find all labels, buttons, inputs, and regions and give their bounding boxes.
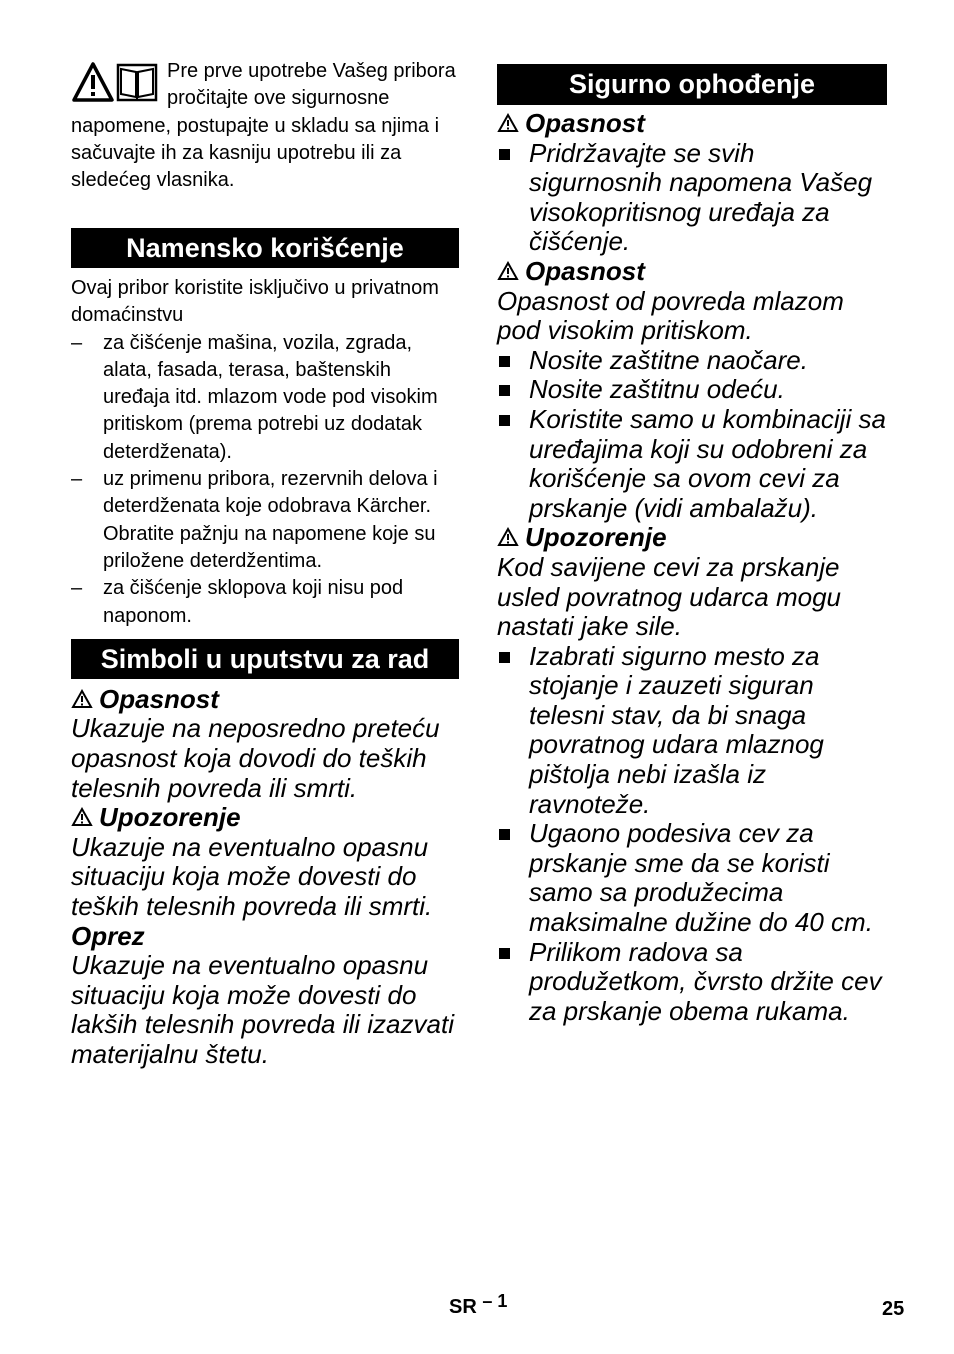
footer-section-code (449, 1291, 508, 1319)
danger-description: Ukazuje na neposredno preteću opasnost koja dovodi do teških telesnih povreda ili smrti. (71, 713, 440, 803)
warning-triangle-icon (74, 64, 112, 100)
warning-triangle-icon (71, 689, 93, 709)
list-item: Izabrati sigurno mesto za stojanje i zauzeti siguran telesni stav, da bi snaga povratnog udara mlaznog pištolja nebi izašla iz ravnoteže. (497, 642, 887, 820)
danger-label: Opasnost (71, 685, 459, 715)
warning-triangle-icon (71, 807, 93, 827)
warning-triangle-icon (497, 113, 519, 133)
warning-list (497, 642, 887, 1027)
list-item: Nosite zaštitne naočare. (497, 346, 887, 376)
footer-lang-code: SR (449, 1296, 477, 1318)
list-item: Nosite zaštitnu odeću. (497, 375, 887, 405)
bullet-square-icon (499, 415, 510, 426)
intended-use-list (71, 330, 459, 630)
danger1-list (497, 139, 887, 257)
danger2-description: Opasnost od povreda mlazom pod visokim pritiskom. (497, 285, 844, 346)
bullet-square-icon (499, 652, 510, 663)
warning-description: Ukazuje na eventualno opasnu situaciju koja može dovesti do teških telesnih povreda ili smrti. (71, 831, 433, 922)
list-item: Koristite samo u kombinaciji sa uređajima koji su odobreni za korišćenje sa ovom cevi za prskanje (vidi ambalažu). (497, 405, 887, 523)
bullet-square-icon (499, 149, 510, 160)
bullet-square-icon (499, 948, 510, 959)
footer-section-number: – 1 (482, 1291, 508, 1311)
dash-marker: – (71, 468, 83, 491)
right-column (497, 64, 887, 1026)
manual-book-icon (118, 65, 156, 100)
caution-description: Ukazuje na eventualno opasnu situaciju koja može dovesti do lakših telesnih povreda ili izazvati materijalnu štetu. (71, 950, 454, 1069)
dash-marker: – (71, 331, 83, 354)
list-item: – uz primenu pribora, rezervnih delova i deterdženata koje odobrava Kärcher. Obratite pažnju na napomene koje su priložene deterdžentima. (71, 468, 438, 572)
warning-triangle-icon (497, 527, 519, 547)
section-heading-safe-handling: Sigurno ophođenje (497, 64, 887, 105)
warning-label: Upozorenje (71, 803, 459, 833)
list-item: Pridržavajte se svih sigurnosnih napomena Vašeg visokopritisnog uređaja za čišćenje. (497, 139, 887, 257)
intended-use-text: Ovaj pribor koristite isključivo u privatnom domaćinstvu (71, 277, 439, 327)
section-heading-symbols: Simboli u uputstvu za rad (71, 639, 459, 679)
page-number: 25 (882, 1298, 905, 1320)
list-item: – za čišćenje mašina, vozila, zgrada, alata, fasada, terasa, baštenskih uređaja itd. mlazom vode pod visokim pritiskom (prema potrebi uz dodatak deterdženata). (71, 331, 438, 463)
intro-notice (71, 58, 459, 228)
list-item: – za čišćenje sklopova koji nisu pod naponom. (71, 577, 404, 627)
dash-marker: – (71, 577, 83, 600)
bullet-square-icon (499, 385, 510, 396)
section-heading-intended-use: Namensko korišćenje (71, 228, 459, 268)
danger-label: Opasnost (497, 109, 887, 139)
caution-label: Oprez (71, 920, 145, 951)
list-item: Ugaono podesiva cev za prskanje sme da se koristi samo sa produžecima maksimalne dužine do 40 cm. (497, 819, 887, 937)
danger-label: Opasnost (497, 257, 887, 287)
list-item: Prilikom radova sa produžetkom, čvrsto držite cev za prskanje obema rukama. (497, 938, 887, 1027)
intro-text: Pre prve upotrebe Vašeg pribora pročitajte ove sigurnosne napomene, postupajte u skladu sa njima i sačuvajte ih za kasniju upotrebu ili za sledećeg vlasnika. (71, 60, 456, 192)
warning-label: Upozorenje (497, 523, 887, 553)
warning-description: Kod savijene cevi za prskanje usled povratnog udarca mogu nastati jake sile. (497, 551, 842, 642)
intro-icons (71, 60, 159, 104)
left-column (71, 58, 459, 1070)
danger2-list (497, 346, 887, 524)
bullet-square-icon (499, 829, 510, 840)
bullet-square-icon (499, 356, 510, 367)
warning-triangle-icon (497, 261, 519, 281)
